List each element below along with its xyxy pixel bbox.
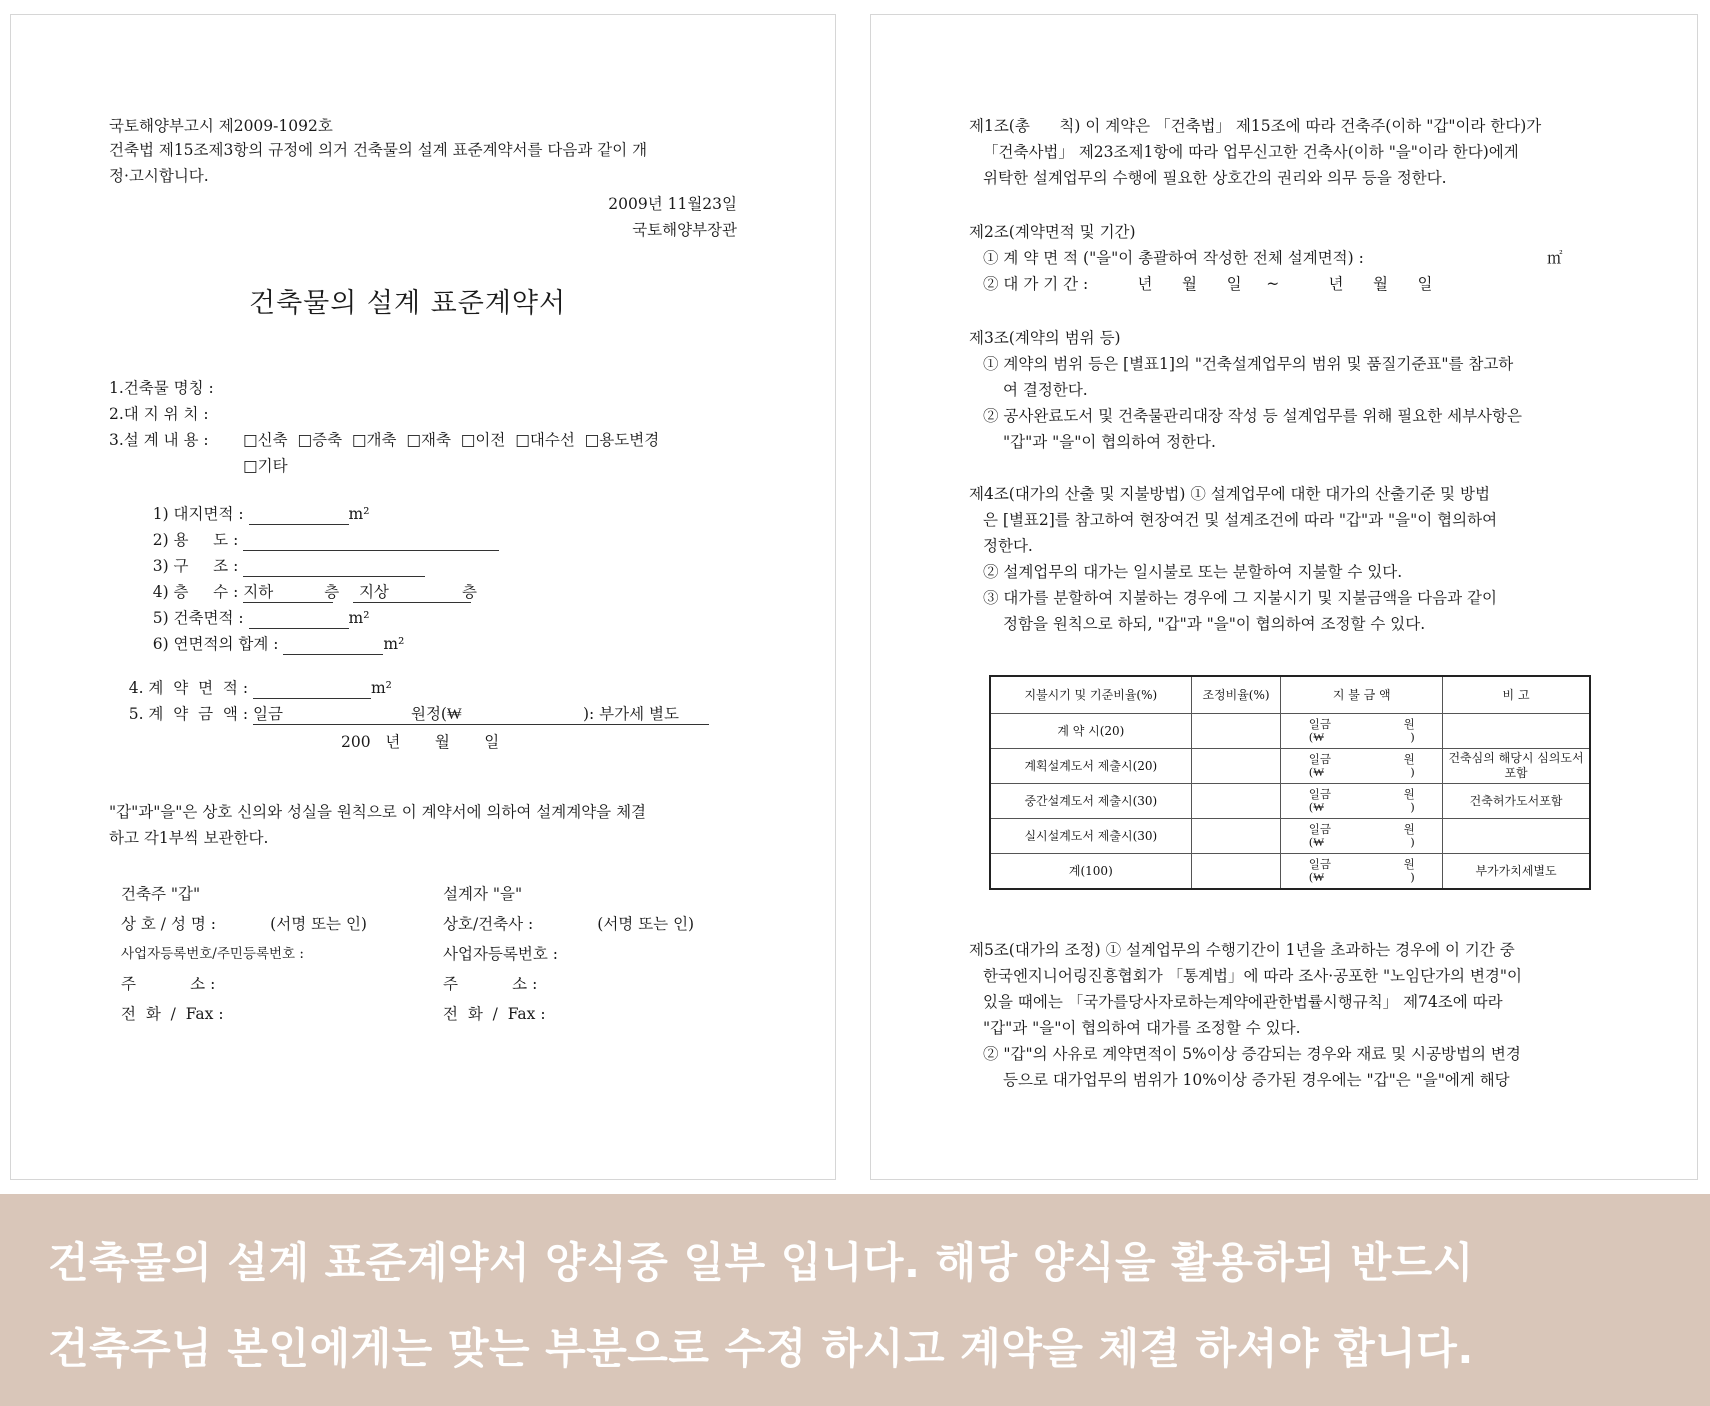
- sub-site-area: 1) 대지면적 : m²: [152, 505, 370, 523]
- article-2-item-1: ① 계 약 면 적 ("을"이 총괄하여 작성한 전체 설계면적) :: [983, 249, 1364, 267]
- article-3-heading: 제3조(계약의 범위 등): [969, 329, 1121, 347]
- contract-date-blank: 200 년 월 일: [341, 733, 500, 751]
- item-contract-area: 4. 계 약 면 적 : m²: [128, 679, 392, 697]
- contract-page-right: [870, 14, 1698, 1180]
- cell-adjust: [1191, 714, 1281, 749]
- intro-text-1: 건축법 제15조제3항의 규정에 의거 건축물의 설계 표준계약서를 다음과 같이 개: [109, 141, 648, 159]
- article-3-item-2-cont: "갑"과 "을"이 협의하여 정한다.: [1003, 433, 1216, 451]
- designer-title: 설계자 "을": [443, 885, 523, 903]
- article-4-item-3-cont: 정함을 원칙으로 하되, "갑"과 "을"이 협의하여 조정할 수 있다.: [1003, 615, 1426, 633]
- cell-note: [1443, 714, 1590, 749]
- cell-note: [1443, 819, 1590, 854]
- sub-floors: 4) 층 수 : 지하 층 지상 층: [152, 583, 477, 601]
- owner-title: 건축주 "갑": [121, 885, 201, 903]
- article-3-item-1: ① 계약의 범위 등은 [별표1]의 "건축설계업무의 범위 및 품질기준표"를 참고하: [983, 355, 1514, 373]
- article-3-item-2: ② 공사완료도서 및 건축물관리대장 작성 등 설계업무를 위해 필요한 세부사항은: [983, 407, 1522, 425]
- header-adjust-rate: 조정비율(%): [1191, 676, 1281, 714]
- article-3-item-1-cont: 여 결정한다.: [1003, 381, 1088, 399]
- notice-number: 국토해양부고시 제2009-1092호: [109, 117, 333, 135]
- cell-adjust: [1191, 749, 1281, 784]
- sub-structure: 3) 구 조 :: [133, 533, 425, 599]
- caption-banner: [0, 1194, 1710, 1406]
- item-contract-amount: 5. 계 약 금 액 : 일금 원정(₩ ): 부가세 별도: [109, 681, 709, 747]
- cell-period: 계 약 시(20): [990, 714, 1191, 749]
- cell-note: 부가가치세별도: [1443, 854, 1590, 890]
- article-4-line-3: 정한다.: [983, 537, 1033, 555]
- article-4-line-1: 제4조(대가의 산출 및 지불방법) ① 설계업무에 대한 대가의 산출기준 및 방법: [969, 485, 1490, 503]
- item-site-location: 2.대 지 위 치 :: [109, 405, 209, 423]
- item-design-scope-label: 3.설 계 내 용 :: [109, 431, 209, 449]
- design-scope-other: □기타: [243, 457, 288, 475]
- table-row: [990, 714, 1590, 749]
- owner-name-field: 상 호 / 성 명 : (서명 또는 인): [121, 915, 367, 933]
- article-5-line-2: 한국엔지니어링진흥협회가 「통계법」에 따라 조사·공포한 "노임단가의 변경"이: [983, 967, 1522, 985]
- designer-registration-field: 사업자등록번호 :: [443, 945, 558, 963]
- cell-period: 계획설계도서 제출시(20): [990, 749, 1191, 784]
- cell-amount: 일금 원 (₩ ): [1281, 784, 1443, 819]
- header-payment-amount: 지 불 금 액: [1281, 676, 1443, 714]
- cell-adjust: [1191, 854, 1281, 890]
- cell-note: 건축허가도서포함: [1443, 784, 1590, 819]
- designer-address-field: 주 소 :: [443, 975, 538, 993]
- issuer: 국토해양부장관: [632, 221, 737, 239]
- article-5-item-2-cont: 등으로 대가업무의 범위가 10%이상 증가된 경우에는 "갑"은 "을"에게 해당: [1003, 1071, 1510, 1089]
- article-5-line-4: "갑"과 "을"이 협의하여 대가를 조정할 수 있다.: [983, 1019, 1301, 1037]
- article-5-item-2: ② "갑"의 사유로 계약면적이 5%이상 증감되는 경우와 재료 및 시공방법의 변경: [983, 1045, 1521, 1063]
- sub-use: 2) 용 도 :: [133, 507, 499, 573]
- cell-amount: 일금 원 (₩ ): [1281, 819, 1443, 854]
- design-scope-options: □신축 □증축 □개축 □재축 □이전 □대수선 □용도변경: [243, 431, 660, 449]
- document-title: 건축물의 설계 표준계약서: [249, 288, 567, 319]
- contract-page-left: [10, 14, 836, 1180]
- designer-name-field: 상호/건축사 : (서명 또는 인): [443, 915, 695, 933]
- intro-text-2: 정·고시합니다.: [109, 167, 209, 185]
- table-row: [990, 854, 1590, 890]
- article-4-item-3: ③ 대가를 분할하여 지불하는 경우에 그 지불시기 및 지불금액을 다음과 같이: [983, 589, 1497, 607]
- item-building-name: 1.건축물 명칭 :: [109, 379, 214, 397]
- header-payment-period: 지불시기 및 기준비율(%): [990, 676, 1191, 714]
- article-4-line-2: 은 [별표2]를 참고하여 현장여건 및 설계조건에 따라 "갑"과 "을"이 협의하여: [983, 511, 1498, 529]
- agreement-text-1: "갑"과"을"은 상호 신의와 성실을 원칙으로 이 계약서에 의하여 설계계약을 체결: [109, 803, 647, 821]
- cell-amount: 일금 원 (₩ ): [1281, 714, 1443, 749]
- header-remarks: 비 고: [1443, 676, 1590, 714]
- table-row: [990, 749, 1590, 784]
- article-2-item-2: ② 대 가 기 간 : 년 월 일 ~ 년 월 일: [983, 275, 1433, 293]
- cell-period: 계(100): [990, 854, 1191, 890]
- cell-period: 중간설계도서 제출시(30): [990, 784, 1191, 819]
- table-header-row: [990, 676, 1590, 714]
- article-1-line-3: 위탁한 설계업무의 수행에 필요한 상호간의 권리와 의무 등을 정한다.: [983, 169, 1447, 187]
- article-1-line-1: 제1조(총 칙) 이 계약은 「건축법」 제15조에 따라 건축주(이하 "갑"이라 한다)가: [969, 117, 1542, 135]
- owner-phone-field: 전 화 / Fax :: [121, 1005, 224, 1023]
- article-2-heading: 제2조(계약면적 및 기간): [969, 223, 1136, 241]
- article-2-area-unit: ㎡: [1547, 249, 1563, 267]
- agreement-text-2: 하고 각1부씩 보관한다.: [109, 829, 269, 847]
- owner-address-field: 주 소 :: [121, 975, 216, 993]
- cell-note: 건축심의 해당시 심의도서포함: [1443, 749, 1590, 784]
- article-4-item-2: ② 설계업무의 대가는 일시불로 또는 분할하여 지불할 수 있다.: [983, 563, 1403, 581]
- caption-line-1: 건축물의 설계 표준계약서 양식중 일부 입니다. 해당 양식을 활용하되 반드시: [48, 1238, 1474, 1287]
- cell-adjust: [1191, 784, 1281, 819]
- cell-period: 실시설계도서 제출시(30): [990, 819, 1191, 854]
- cell-amount: 일금 원 (₩ ): [1281, 749, 1443, 784]
- notice-date: 2009년 11월23일: [608, 195, 737, 213]
- caption-line-2: 건축주님 본인에게는 맞는 부분으로 수정 하시고 계약을 체결 하셔야 합니다.: [48, 1324, 1474, 1373]
- table-row: [990, 784, 1590, 819]
- sub-building-area: 5) 건축면적 : m²: [152, 609, 370, 627]
- cell-amount: 일금 원 (₩ ): [1281, 854, 1443, 890]
- article-5-line-1: 제5조(대가의 조정) ① 설계업무의 수행기간이 1년을 초과하는 경우에 이 기간 중: [969, 941, 1515, 959]
- table-row: [990, 819, 1590, 854]
- designer-phone-field: 전 화 / Fax :: [443, 1005, 546, 1023]
- sub-total-floor-area: 6) 연면적의 합계 : m²: [152, 635, 405, 653]
- article-1-line-2: 「건축사법」 제23조제1항에 따라 업무신고한 건축사(이하 "을"이라 한다)에게: [983, 143, 1519, 161]
- cell-adjust: [1191, 819, 1281, 854]
- owner-registration-field: 사업자등록번호/주민등록번호 :: [121, 946, 304, 962]
- article-5-line-3: 있을 때에는 「국가를당사자로하는계약에관한법률시행규칙」 제74조에 따라: [983, 993, 1503, 1011]
- payment-schedule-table: [989, 675, 1591, 890]
